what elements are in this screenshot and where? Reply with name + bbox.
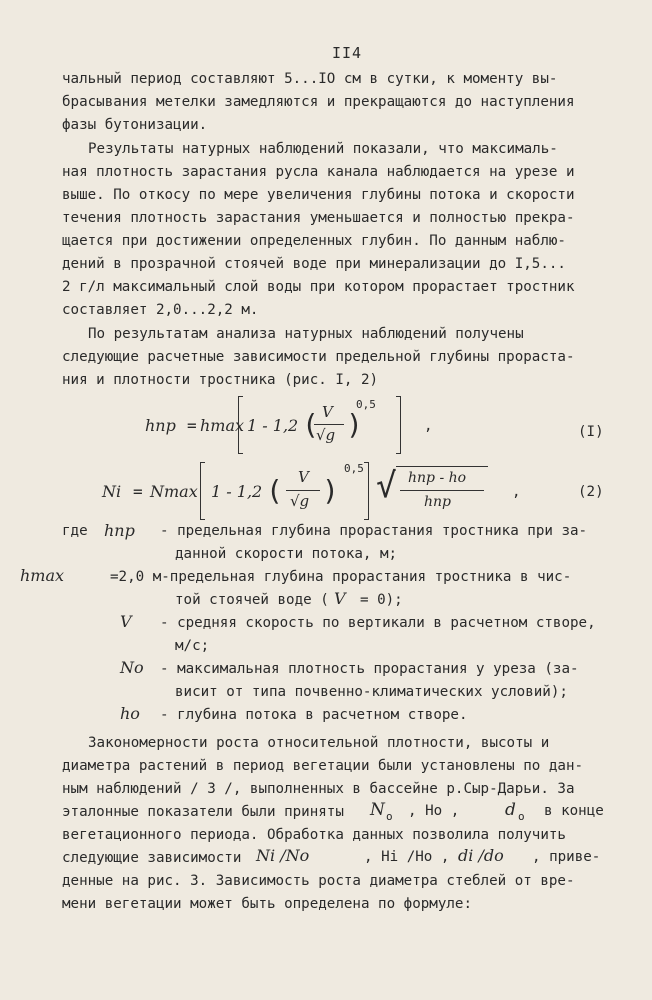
inline-symbol: d — [505, 800, 516, 820]
text-line: ная плотность зарастания русла канала наблюдается на урезе и — [62, 164, 575, 180]
inline-subscript: o — [518, 810, 525, 823]
text-line: фазы бутонизации. — [62, 117, 208, 133]
text-line: 2 г/л максимальный слой воды при котором прорастает тростник — [62, 279, 575, 295]
text-line: Результаты натурных наблюдений показали, что максималь- — [88, 141, 558, 157]
eq1-denominator: √g — [316, 426, 336, 444]
def-text: м/с; — [175, 638, 210, 654]
def-text: - средняя скорость по вертикали в расчетном створе, — [160, 615, 596, 631]
def-text: - предельная глубина прорастания тростника при за- — [160, 523, 588, 539]
inline-ratio: , Hi /Ho , — [364, 849, 450, 865]
text-line: мени вегетации может быть определена по формуле: — [62, 896, 472, 912]
eq2-root-fraction-bar — [400, 490, 484, 491]
text-line: ния и плотности тростника (рис. I, 2) — [62, 372, 379, 388]
eq1-right-bracket — [396, 396, 401, 454]
def-text: =2,0 м-предельная глубина прорастания тростника в чис- — [110, 569, 572, 585]
eq1-coef: 1 - 1,2 — [247, 416, 299, 435]
eq2-comma: , — [512, 484, 521, 500]
eq2-nmax: Nmax — [150, 482, 198, 501]
def-text: - глубина потока в расчетном створе. — [160, 707, 468, 723]
def-text: - максимальная плотность прорастания у уреза (за- — [160, 661, 579, 677]
text-line: денные на рис. 3. Зависимость роста диаметра стеблей от вре- — [62, 873, 575, 889]
text-line: диаметра растений в период вегетации были установлены по дан- — [62, 758, 584, 774]
text-line: составляет 2,0...2,2 м. — [62, 302, 259, 318]
eq2-paren-open: ( — [266, 474, 283, 507]
text-line: щается при достижении определенных глубин. По данным наблю- — [62, 233, 566, 249]
eq1-number: (I) — [578, 424, 604, 440]
inline-ratio: Ni /No — [256, 846, 310, 865]
eq2-root-bar — [396, 466, 488, 467]
eq2-numerator: V — [298, 468, 309, 486]
eq2-equals: = — [133, 482, 143, 501]
sqrt-icon: √ — [376, 466, 397, 506]
eq1-left-bracket — [238, 396, 243, 454]
eq1-numerator: V — [322, 403, 333, 421]
text-line: вегетационного периода. Обработка данных позволила получить — [62, 827, 566, 843]
eq2-number: (2) — [578, 484, 604, 500]
text-line: Закономерности роста относительной плотности, высоты и — [88, 735, 550, 751]
inline-subscript: o — [386, 810, 393, 823]
eq2-root-numerator: hпр - ho — [408, 470, 467, 486]
def-text: той стоячей воде ( — [175, 592, 329, 608]
text-line: следующие расчетные зависимости предельной глубины прораста- — [62, 349, 575, 365]
text-line: следующие зависимости — [62, 850, 242, 866]
eq2-root-denominator: hпр — [424, 494, 451, 510]
eq1-paren-open: ( — [302, 408, 319, 441]
def-symbol: No — [120, 658, 144, 677]
def-text: данной скорости потока, м; — [175, 546, 398, 562]
text-line: чальный период составляют 5...IO см в сутки, к моменту вы- — [62, 71, 558, 87]
eq2-coef: 1 - 1,2 — [211, 482, 263, 501]
eq1-fraction-bar — [314, 424, 344, 425]
text-line: выше. По откосу по мере увеличения глубины потока и скорости — [62, 187, 575, 203]
eq2-exponent: 0,5 — [344, 462, 364, 475]
eq1-hmax: hmax — [200, 416, 245, 435]
eq1-comma: , — [424, 418, 433, 434]
def-symbol: V — [334, 589, 346, 608]
eq2-denominator: √g — [290, 492, 310, 510]
eq2-paren-close: ) — [322, 474, 339, 507]
inline-ratio: di /do — [458, 846, 504, 865]
page-number: II4 — [332, 44, 363, 62]
text-line: брасывания метелки замедляются и прекращаются до наступления — [62, 94, 575, 110]
eq1-equals: = — [187, 416, 197, 435]
text-line: дений в прозрачной стоячей воде при минерализации до I,5... — [62, 256, 566, 272]
inline-text: , Ho , — [408, 803, 460, 819]
def-symbol: V — [120, 612, 132, 631]
def-symbol: ho — [120, 704, 140, 723]
eq2-right-bracket — [364, 462, 369, 520]
text-line: эталонные показатели были приняты — [62, 804, 344, 820]
def-text: висит от типа почвенно-климатических условий); — [175, 684, 568, 700]
eq2-left-bracket — [200, 462, 205, 520]
inline-text: в конце — [544, 803, 604, 819]
eq2-lhs: Ni — [102, 482, 122, 501]
eq1-exponent: 0,5 — [356, 398, 376, 411]
text-line: ным наблюдений / 3 /, выполненных в бассейне р.Сыр-Дарьи. За — [62, 781, 575, 797]
def-symbol: hmax — [20, 566, 65, 585]
text-line: течения плотность зарастания уменьшается и полностью прекра- — [62, 210, 575, 226]
def-text: = 0); — [360, 592, 403, 608]
text-line: По результатам анализа натурных наблюдений получены — [88, 326, 524, 342]
def-symbol: hпр — [104, 521, 135, 540]
eq1-lhs: hпр — [145, 416, 176, 435]
inline-text: , приве- — [532, 849, 601, 865]
eq1-paren-close: ) — [346, 408, 363, 441]
eq2-fraction-bar — [286, 490, 320, 491]
where-label: где — [62, 523, 88, 539]
inline-symbol: N — [370, 800, 385, 820]
